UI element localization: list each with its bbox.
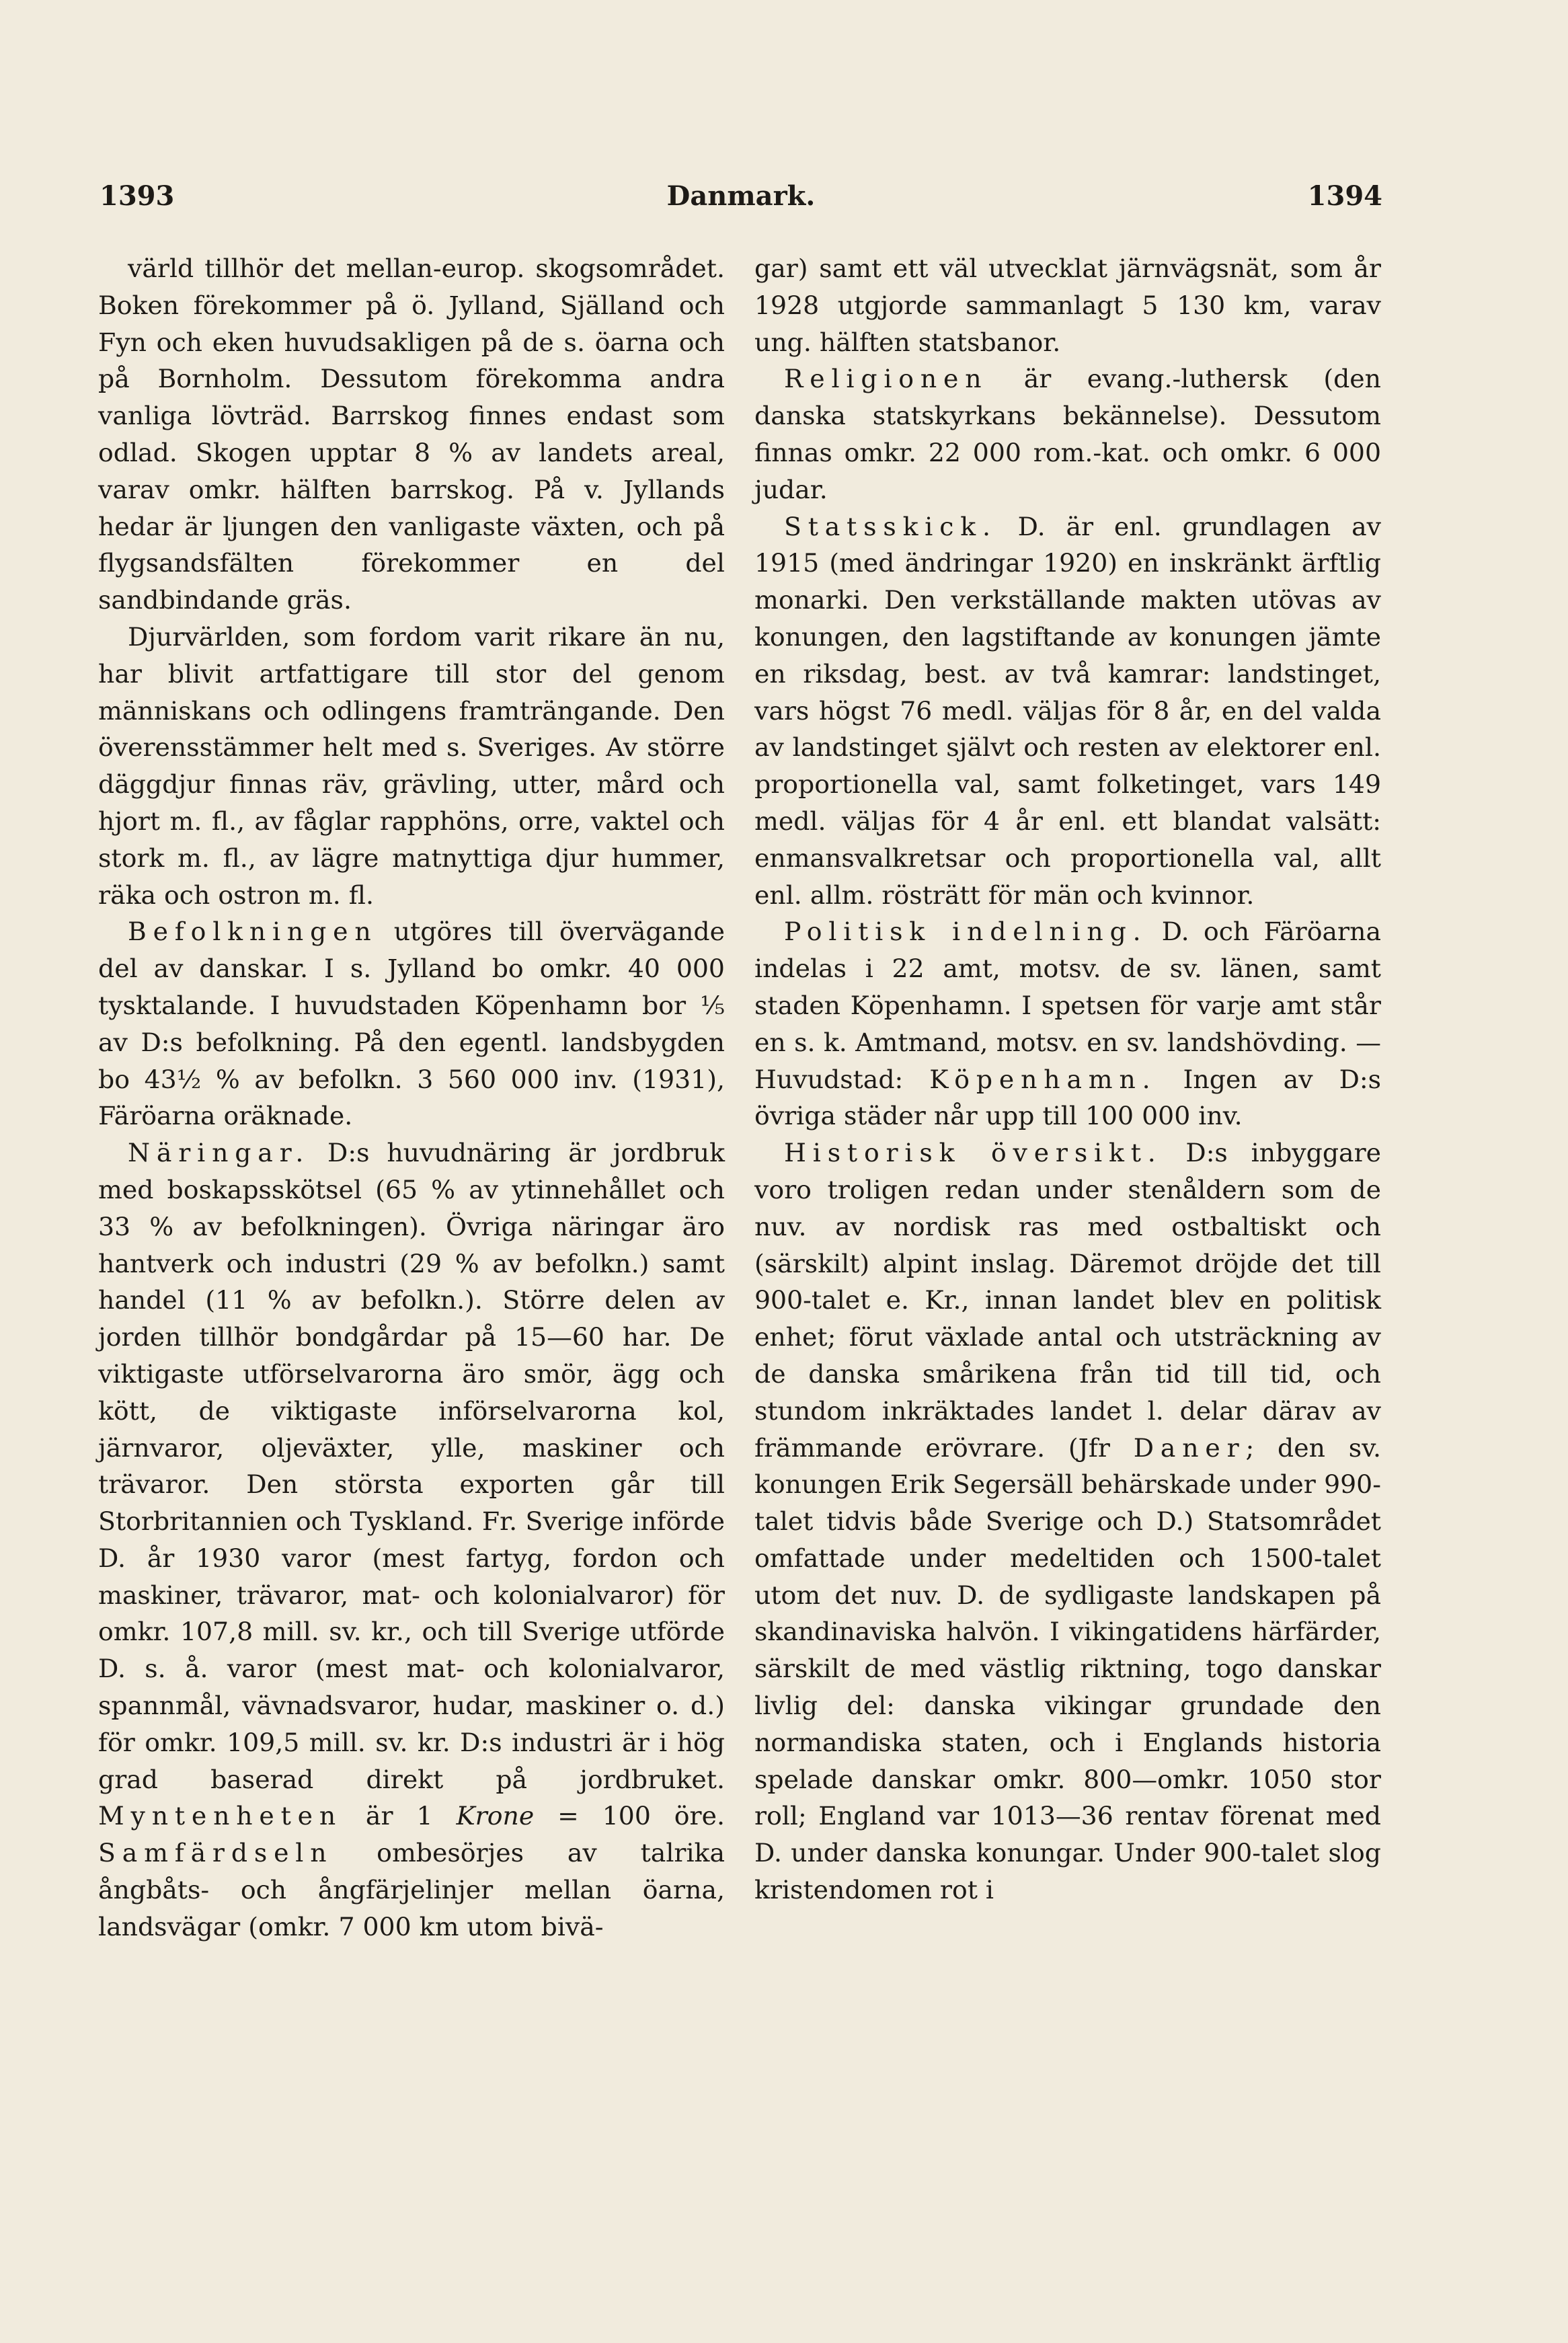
paragraph	[98, 619, 725, 913]
section-keyword: Befolkningen	[128, 917, 378, 947]
paragraph-text: Krone	[456, 1801, 535, 1831]
section-keyword: Näringar.	[128, 1138, 311, 1168]
paragraph-text: Djurvärlden, som fordom varit rikare än nu, har blivit artfattigare till stor del genom människans och odlingens framträngande. Den överensstämmer helt med s. Sveriges. Av större däggdjur finnas räv, grävling, utter, mård och hjort m. fl., av fåglar rapphöns, orre, vaktel och stork m. fl., av lägre matnyttiga djur hummer, räka och ostron m. fl.	[98, 621, 725, 910]
section-keyword: Daner	[1133, 1432, 1246, 1463]
section-keyword: Politisk indelning.	[784, 917, 1148, 947]
paragraph-text: utgöres till övervägande del av danskar. I s. Jylland bo omkr. 40 000 tysktalande. I huvudstaden Köpenhamn bor ⅕ av D:s befolkning. På den egentl. landsbygden bo 43½ % av befolkn. 3 560 000 inv. (1931), Färöarna oräknade.	[98, 917, 725, 1131]
paragraph-text: ; den sv. konungen Erik Segersäll behärskade under 990-talet tidvis både Sverige och D.) Statsområdet omfattade under medeltiden och 1500-talet utom det nuv. D. de sydligaste landskapen på skandinaviska halvön. I vikingatidens härfärder, särskilt de med västlig riktning, togo danskar livlig del: danska vikingar grundade den normandiska staten, och i Englands historia spelade danskar omkr. 800—omkr. 1050 stor roll; England var 1013—36 rentav förenat med D. under danska konungar. Under 900-talet slog kristendomen rot i	[754, 1432, 1382, 1905]
paragraph	[754, 1135, 1381, 1909]
section-keyword: Samfärdseln	[98, 1838, 334, 1868]
paragraph-text: D. är enl. grundlagen av 1915 (med ändringar 1920) en inskränkt ärftlig monarki. Den verkställande makten utövas av konungen, den lagstiftande av konungen jämte en riksdag, best. av två kamrar: landstinget, vars högst 76 medl. väljas för 8 år, en del valda av landstinget självt och resten av elektorer enl. proportionella val, samt folketinget, vars 149 medl. väljas för 4 år enl. ett blandat valsätt: enmansvalkretsar och proportionella val, allt enl. allm. rösträtt för män och kvinnor.	[754, 511, 1381, 910]
paragraph-text: gar) samt ett väl utvecklat järnvägsnät, som år 1928 utgjorde sammanlagt 5 130 km, varav ung. hälften statsbanor.	[754, 254, 1381, 357]
paragraph	[98, 1135, 725, 1946]
right-column	[754, 250, 1381, 1909]
page-number-left: 1393	[100, 180, 175, 212]
paragraph	[754, 360, 1381, 508]
paragraph-text: D:s huvudnäring är jordbruk med boskapsskötsel (65 % av ytinnehållet och 33 % av befolkningen). Övriga näringar äro hantverk och industri (29 % av befolkn.) samt handel (11 % av befolkn.). Större delen av jorden tillhör bondgårdar på 15—60 har. De viktigaste utförselvarorna äro smör, ägg och kött, de viktigaste införselvarorna kol, järnvaror, oljeväxter, ylle, maskiner och trävaror. Den största exporten går till Storbritannien och Tyskland. Fr. Sverige införde D. år 1930 varor (mest fartyg, fordon och maskiner, trävaror, mat- och kolonialvaror) för omkr. 107,8 mill. sv. kr., och till Sverige utförde D. s. å. varor (mest mat- och kolonialvaror, spannmål, vävnadsvaror, hudar, maskiner o. d.) för omkr. 109,5 mill. sv. kr. D:s industri är i hög grad baserad direkt på jordbruket.	[98, 1138, 725, 1794]
paragraph-text: D:s inbyggare voro troligen redan under stenåldern som de nuv. av nordisk ras med ostbaltiskt och (särskilt) alpint inslag. Däremot dröjde det till 900-talet e. Kr., innan landet blev en politisk enhet; förut växlade antal och utsträckning av de danska smårikena från tid till tid, och stundom inkräktades landet l. delar därav av främmande erövrare. (Jfr	[754, 1138, 1382, 1463]
paragraph-text: är evang.-luthersk (den danska statskyrkans bekännelse). Dessutom finnas omkr. 22 000 rom.-kat. och omkr. 6 000 judar.	[754, 364, 1381, 504]
paragraph-text: ombesörjes av talrika ångbåts- och ångfärjelinjer mellan öarna, landsvägar (omkr. 7 000 km utom bivä-	[98, 1838, 725, 1942]
paragraph	[754, 508, 1381, 914]
section-keyword: Statsskick.	[784, 511, 997, 541]
paragraph	[754, 250, 1381, 360]
paragraph-text: = 100 öre.	[534, 1801, 725, 1831]
page-title: Danmark.	[666, 180, 816, 212]
paragraph-text: Ingen av D:s övriga städer når upp till 100 000 inv.	[754, 1064, 1381, 1131]
left-column	[98, 250, 725, 1946]
paragraph	[754, 913, 1381, 1135]
page-number-right: 1394	[1307, 180, 1382, 212]
running-header	[100, 180, 1382, 214]
section-keyword: Religionen	[784, 364, 988, 394]
section-keyword: Köpenhamn.	[929, 1064, 1157, 1094]
section-keyword: Myntenheten	[98, 1801, 343, 1831]
paragraph-text: är 1	[342, 1801, 457, 1831]
paragraph	[98, 250, 725, 619]
paragraph	[98, 913, 725, 1135]
paragraph-text: D. och Färöarna indelas i 22 amt, motsv. de sv. länen, samt staden Köpenhamn. I spetsen för varje amt står en s. k. Amtmand, motsv. en sv. landshövding. — Huvudstad:	[754, 917, 1381, 1094]
section-keyword: Historisk översikt.	[784, 1138, 1163, 1168]
paragraph-text: värld tillhör det mellan-europ. skogsområdet. Boken förekommer på ö. Jylland, Själland och Fyn och eken huvudsakligen på de s. öarna och på Bornholm. Dessutom förekomma andra vanliga lövträd. Barrskog finnes endast som odlad. Skogen upptar 8 % av landets areal, varav omkr. hälften barrskog. På v. Jyllands hedar är ljungen den vanligaste växten, och på flygsandsfälten förekommer en del sandbindande gräs.	[98, 254, 725, 615]
